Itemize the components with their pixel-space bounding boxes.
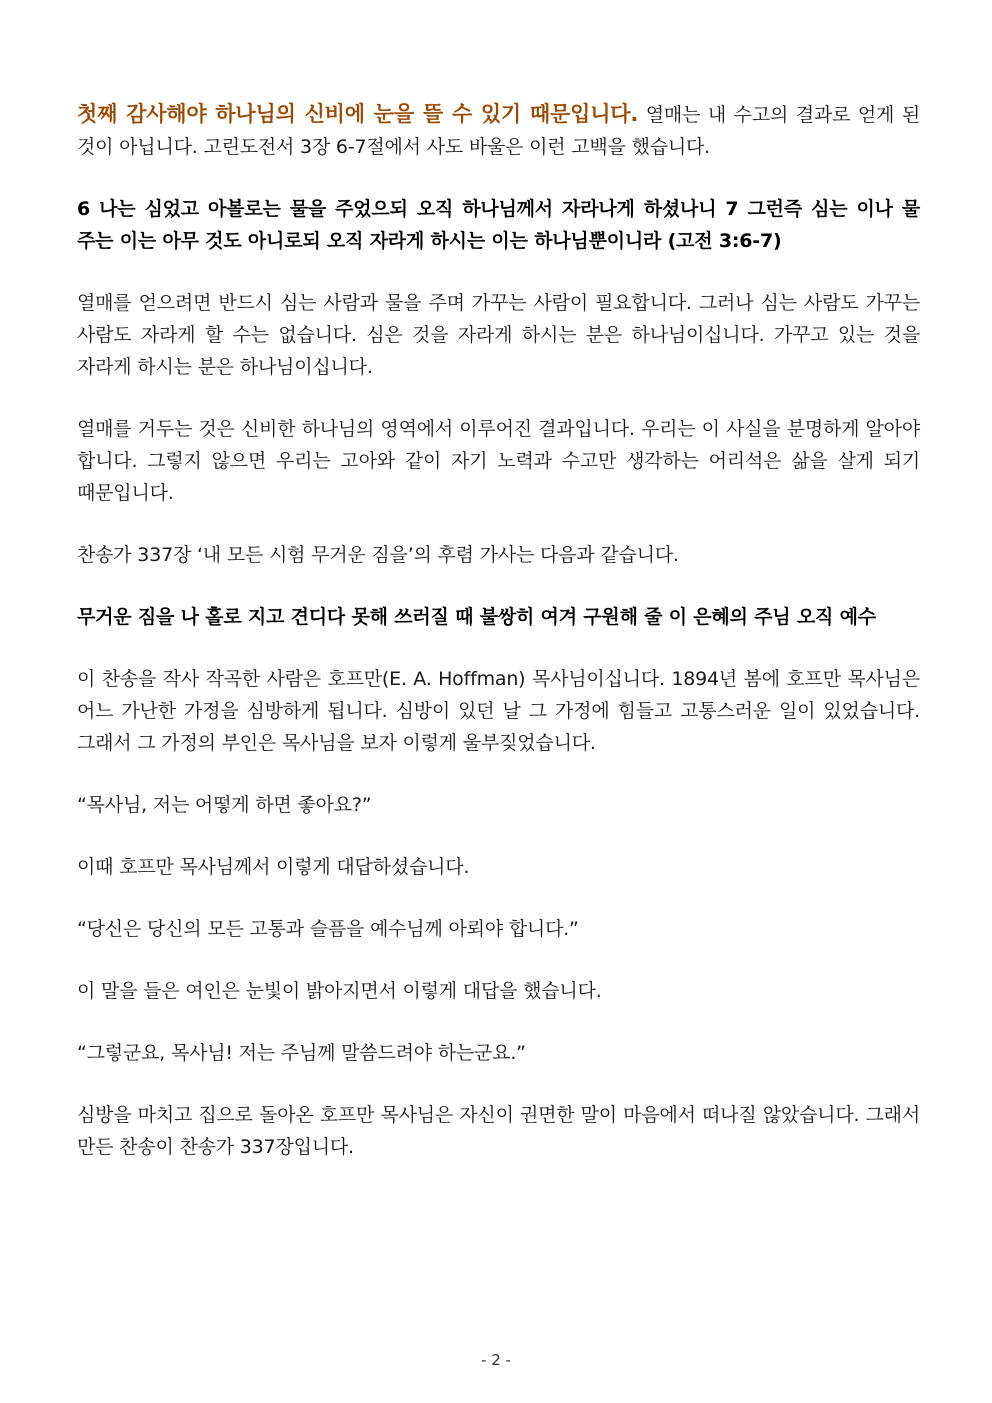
paragraph-hoffman: 이 찬송을 작사 작곡한 사람은 호프만(E. A. Hoffman) 목사님이십니다. 1894년 봄에 호프만 목사님은 어느 가난한 가정을 심방하게 됩니다. 심방이 있던 날 그 가정에 힘들고 고통스러운 일이 있었습니다. 그래서 그 가정의 부인은 목사님을 보자 이렇게 울부짖었습니다. [77,668,920,754]
paragraph-woman-reply-intro: 이 말을 들은 여인은 눈빛이 밝아지면서 이렇게 대답을 했습니다. [77,980,602,1002]
paragraph-pastor-answer-intro: 이때 호프만 목사님께서 이렇게 대답하셨습니다. [77,856,470,878]
paragraph-intro-text: 열매는 내 수고의 결과로 얻게 된 것이 아닙니다. 고린도전서 3장 6-7절에서 사도 바울은 이런 고백을 했습니다. [77,104,920,158]
quote-pastor-answer: “당신은 당신의 모든 고통과 슬픔을 예수님께 아뢰야 합니다.” [77,918,579,940]
paragraph-harvest: 열매를 거두는 것은 신비한 하나님의 영역에서 이루어진 결과입니다. 우리는 이 사실을 분명하게 알아야 합니다. 그렇지 않으면 우리는 고아와 같이 자기 노력과 수고만 생각하는 어리석은 삶을 살게 되기 때문입니다. [77,418,920,504]
paragraph-fruit: 열매를 얻으려면 반드시 심는 사람과 물을 주며 가꾸는 사람이 필요합니다. 그러나 심는 사람도 가꾸는 사람도 자라게 할 수는 없습니다. 심은 것을 자라게 하시는 분은 하나님이십니다. 가꾸고 있는 것을 자라게 하시는 분은 하나님이십니다. [77,292,920,378]
highlighted-heading: 첫째 감사해야 하나님의 신비에 눈을 뜰 수 있기 때문입니다. [77,102,639,126]
quote-woman-reply: “그렇군요, 목사님! 저는 주님께 말씀드려야 하는군요.” [77,1042,526,1064]
page-number: - 2 - [481,1351,511,1369]
quote-woman-question: “목사님, 저는 어떻게 하면 좋아요?” [77,794,372,816]
scripture-quote: 6 나는 심었고 아볼로는 물을 주었으되 오직 하나님께서 자라나게 하셨나니 7 그런즉 심는 이나 물 주는 이는 아무 것도 아니로되 오직 자라게 하시는 이는 하나님뿐이니라 (고전 3:6-7) [77,198,920,252]
hymn-lyrics: 무거운 짐을 나 홀로 지고 견디다 못해 쓰러질 때 불쌍히 여겨 구원해 줄 이 은혜의 주님 오직 예수 [77,606,876,628]
document-page [77,98,920,1163]
paragraph-conclusion: 심방을 마치고 집으로 돌아온 호프만 목사님은 자신이 권면한 말이 마음에서 떠나질 않았습니다. 그래서 만든 찬송이 찬송가 337장입니다. [77,1104,920,1158]
paragraph-hymn-intro: 찬송가 337장 ‘내 모든 시험 무거운 짐을’의 후렴 가사는 다음과 같습니다. [77,544,679,566]
paragraph-intro [77,98,920,163]
